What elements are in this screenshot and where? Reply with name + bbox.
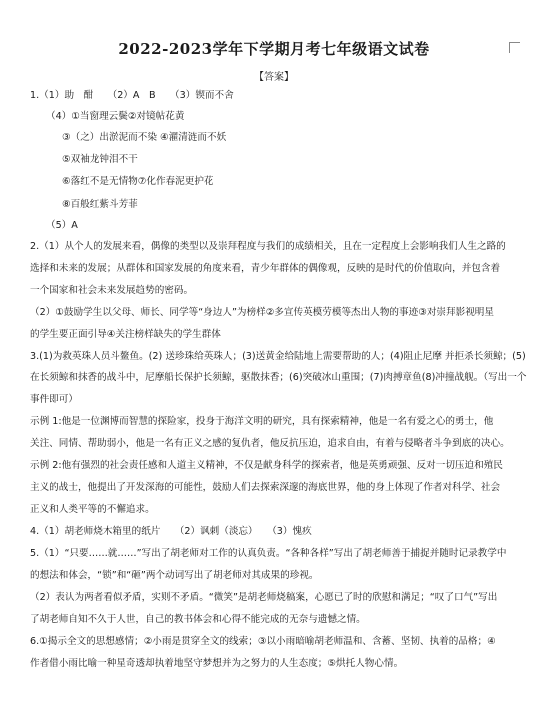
answer-line: （5）A bbox=[46, 220, 78, 231]
answer-line: 关注、同情、帮助弱小，他是一名有正义之感的复仇者，他反抗压迫，追求自由，有着与侵略者斗争到底的决心。 bbox=[30, 438, 510, 449]
answer-line: 选择和未来的发展；从群体和国家发展的角度来看，青少年群体的偶像观，反映的是时代的价值取向，并包含着 bbox=[30, 263, 501, 274]
answer-line: ⑥落红不是无情物⑦化作春泥更护花 bbox=[62, 176, 214, 187]
answer-line: 示例 1:他是一位渊博而智慧的探险家，投身于海洋文明的研究，具有探索精神，他是一名有爱之心的勇士，他 bbox=[30, 416, 494, 427]
answer-line: 2.（1）从个人的发展来看，偶像的类型以及崇拜程度与我们的成绩相关，且在一定程度上会影响我们人生之路的 bbox=[30, 241, 506, 252]
answer-line: （2）①鼓励学生以父母、师长、同学等“身边人”为榜样②多宣传英模劳模等杰出人物的事迹③对崇拜影视明星 bbox=[30, 307, 494, 318]
answer-line: 的学生要正面引导④关注榜样缺失的学生群体 bbox=[30, 329, 221, 340]
answer-line: 6.①揭示全文的思想感情；②小雨是贯穿全文的线索；③以小雨暗喻胡老师温和、含蓄、坚韧、执着的品格；④ bbox=[30, 636, 496, 647]
answer-line: 的想法和体会，“锁”和“砸”两个动词写出了胡老师对其成果的珍视。 bbox=[30, 570, 319, 581]
document-title: 2022-2023学年下学期月考七年级语文试卷 bbox=[118, 40, 430, 58]
answer-line: 5.（1）“只要……就……”写出了胡老师对工作的认真负责。“各种各样”写出了胡老师善于捕捉并随时记录教学中 bbox=[30, 548, 507, 559]
answer-line: （4）①当窗理云鬓②对镜帖花黄 bbox=[46, 111, 185, 122]
answer-line: 3.(1)为救英珠人员斗鳌鱼。(2) 送珍珠给英珠人；(3)送黄金给陆地上需要帮助的人；(4)阻止尼摩 并拒杀长须鲸；(5) bbox=[30, 351, 526, 362]
answer-line: ⑤双袖龙钟泪不干 bbox=[62, 154, 138, 165]
answer-line: 事件即可） bbox=[30, 394, 78, 405]
answer-line: 一个国家和社会未来发展趋势的密码。 bbox=[30, 285, 194, 296]
answer-line: 正义和人类平等的不懈追求。 bbox=[30, 504, 155, 515]
answer-line: 作者借小雨比喻一种星奇透却执着地坚守梦想并为之努力的人生态度；⑤烘托人物心情。 bbox=[30, 658, 404, 669]
answer-label: 【答案】 bbox=[254, 72, 294, 83]
answer-line: 1.（1）助 酣 （2）A B （3）锲而不舍 bbox=[30, 90, 234, 101]
answer-line: 了胡老师自知不久于人世，自己的教书体会和心得不能完成的无奈与遗憾之情。 bbox=[30, 614, 366, 625]
answer-line: ③（之）出淤泥而不染 ④濯清涟而不妖 bbox=[62, 132, 227, 143]
answer-line: ⑧百般红紫斗芳菲 bbox=[62, 199, 138, 210]
answer-line: （2）表认为两者看似矛盾，实则不矛盾。“微笑”是胡老师烧稿案，心愿已了时的欣慰和满足；“叹了口气”写出 bbox=[30, 592, 498, 603]
answer-line: 示例 2:他有强烈的社会责任感和人道主义精神，不仅是献身科学的探索者，他是英勇顽强、反对一切压迫和殖民 bbox=[30, 460, 503, 471]
answer-line: 4.（1）胡老师烧木箱里的纸片 （2）讽刺（淡忘） （3）愧疚 bbox=[30, 526, 312, 537]
answer-line: 主义的战士，他提出了开发深海的可能性，鼓励人们去探索深邃的海底世界，他的身上体现了作者对科学、社会 bbox=[30, 482, 501, 493]
answer-line: 在长须鲸和抹香的战斗中，尼摩船长保护长须鲸，驱散抹香；(6)突破冰山重围；(7)肉搏章鱼(8)冲撞战舰。（写出一个 bbox=[30, 372, 527, 383]
